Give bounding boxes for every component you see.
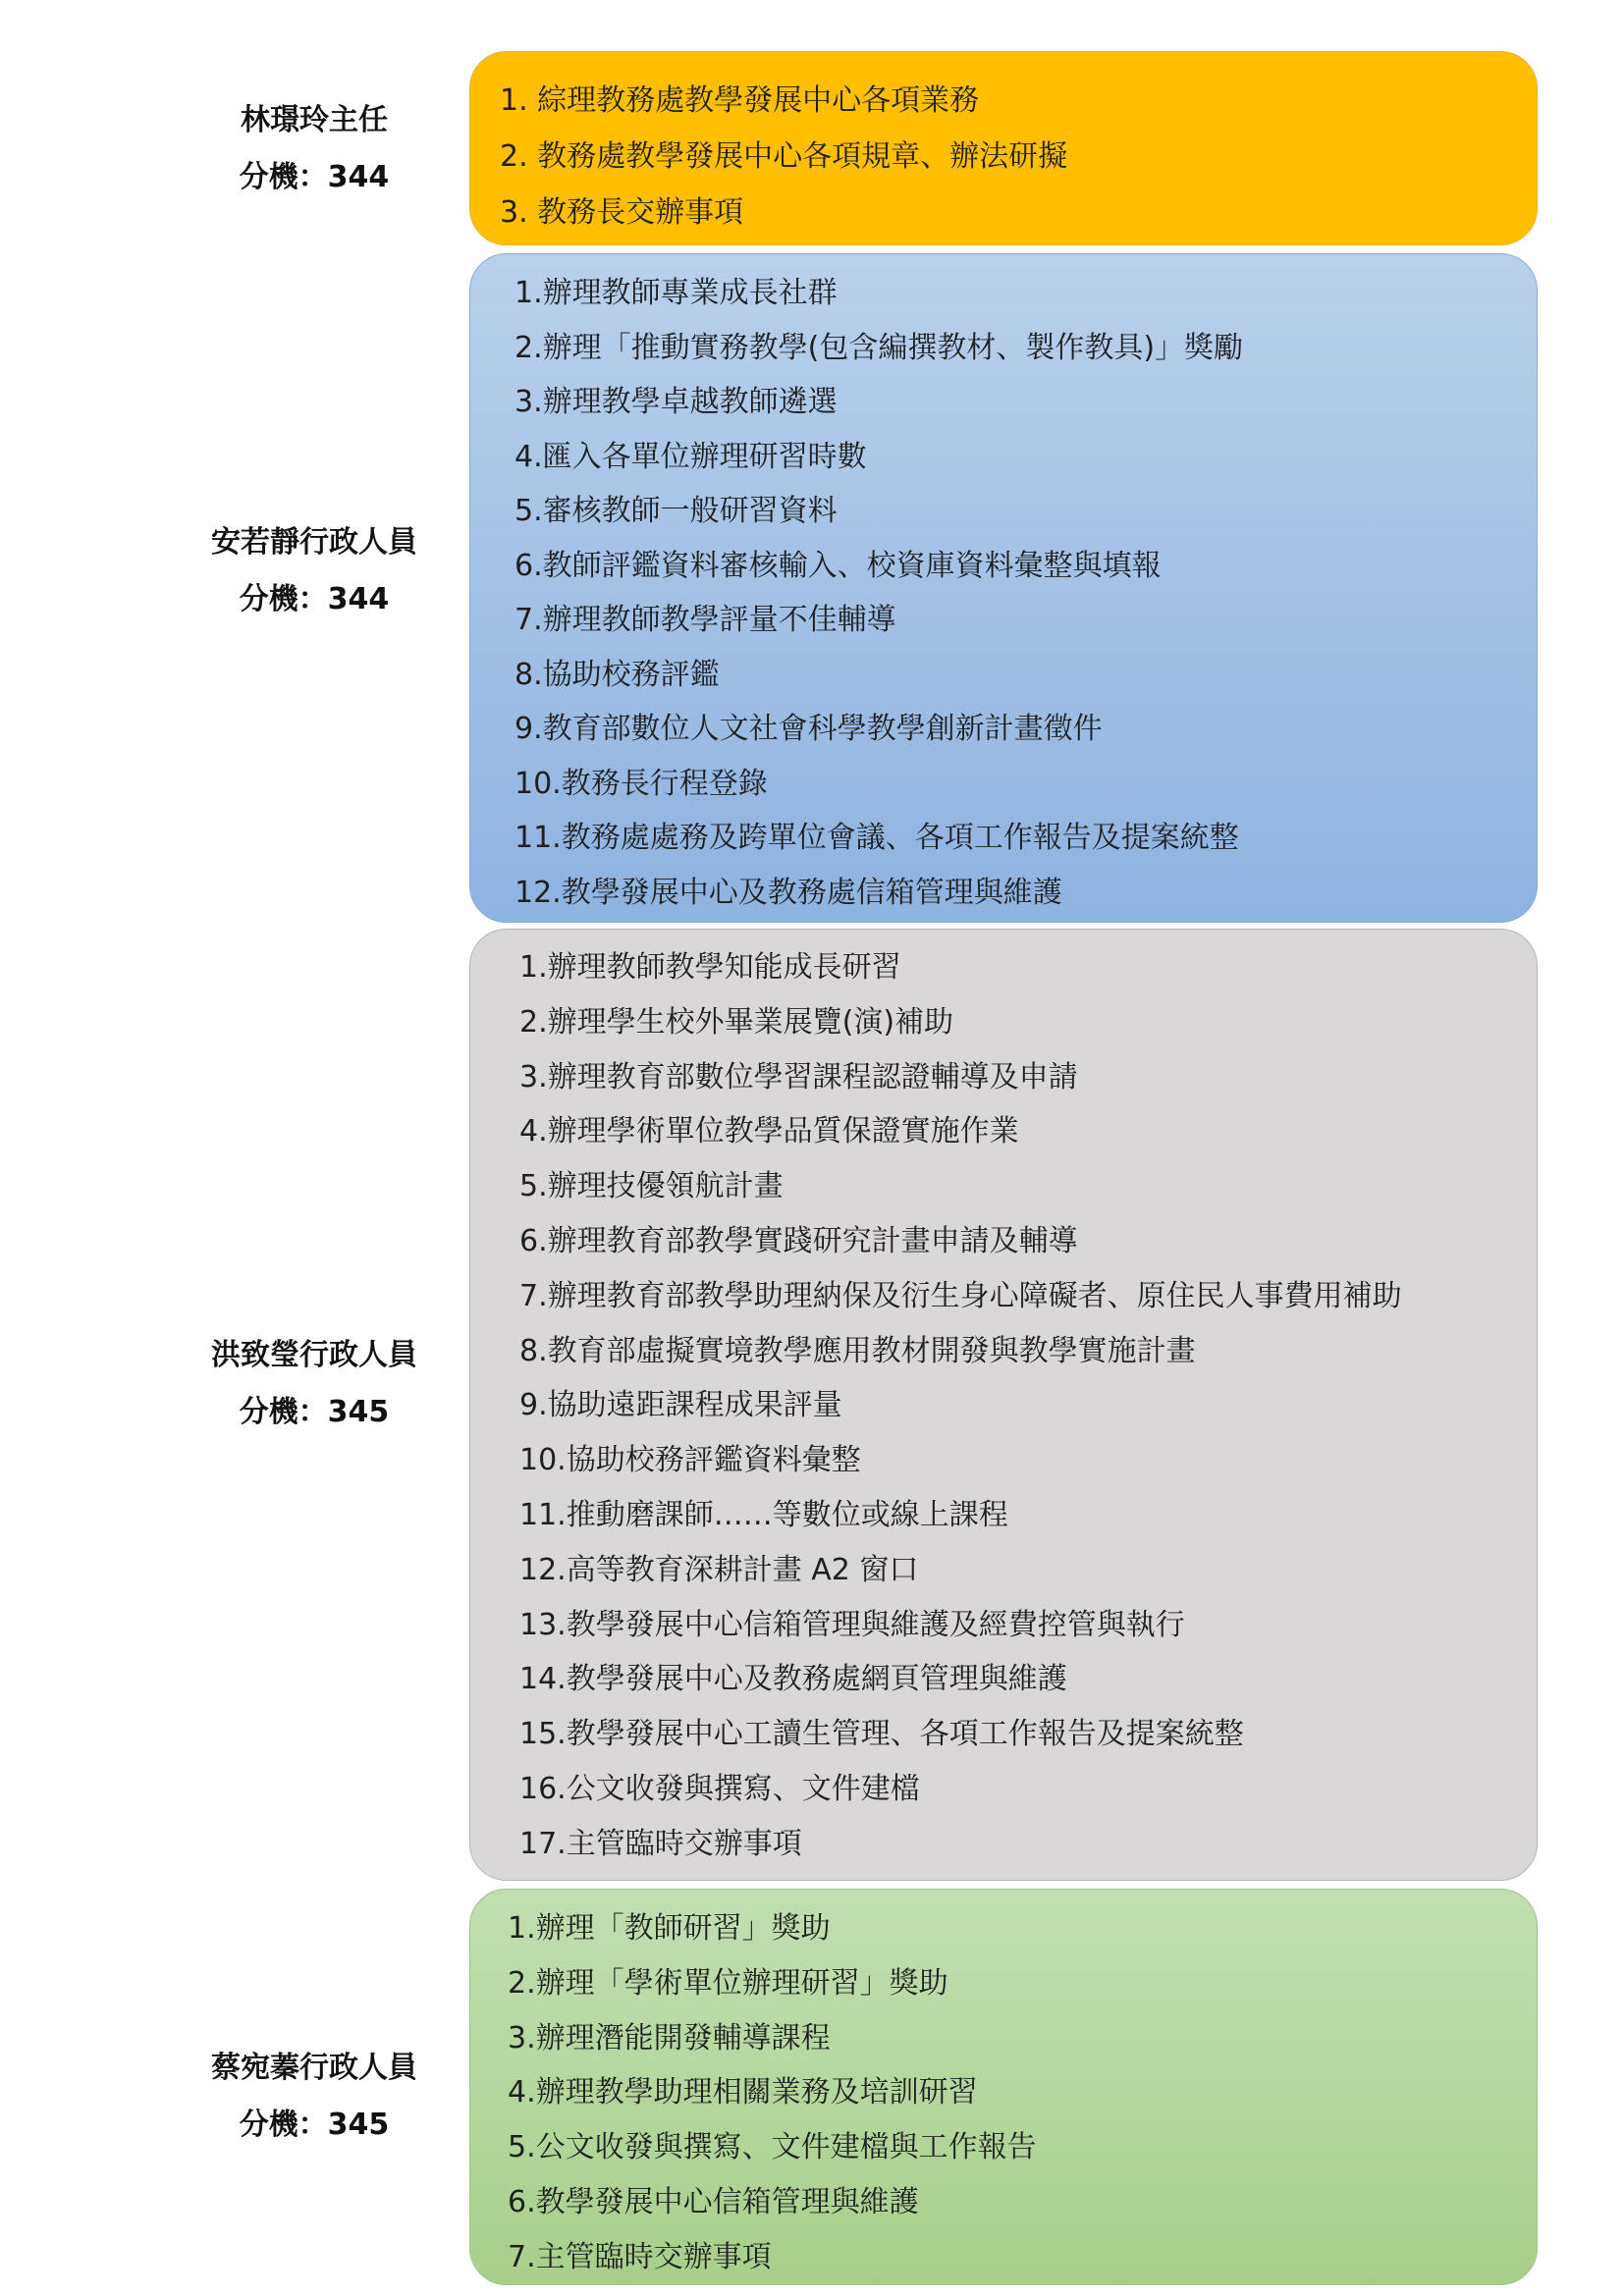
duty-item: 10.協助校務評鑑資料彙整 <box>519 1443 861 1478</box>
duty-item: 4.辦理學術單位教學品質保證實施作業 <box>519 1114 1019 1149</box>
person-name: 安若靜行政人員 <box>211 525 417 560</box>
duty-item: 3.辦理教學卓越教師遴選 <box>514 385 838 419</box>
duty-item: 13.教學發展中心信箱管理與維護及經費控管與執行 <box>519 1607 1185 1642</box>
duty-item: 9.協助遠距課程成果評量 <box>519 1388 842 1423</box>
duty-item: 4.辦理教學助理相關業務及培訓研習 <box>508 2075 978 2110</box>
duty-item: 17.主管臨時交辦事項 <box>519 1826 802 1861</box>
duty-list <box>508 1901 1537 2285</box>
duty-item: 12.教學發展中心及教務處信箱管理與維護 <box>514 875 1062 910</box>
person-name: 洪致瑩行政人員 <box>211 1338 417 1372</box>
duty-item: 9.教育部數位人文社會科學教學創新計畫徵件 <box>514 712 1103 746</box>
duty-item: 4.匯入各單位辦理研習時數 <box>514 439 867 474</box>
duty-item: 2.辦理「學術單位辦理研習」獎助 <box>508 1965 948 2001</box>
duty-box-staff-hong <box>469 929 1538 1881</box>
duty-item: 1.辦理教師專業成長社群 <box>514 276 838 310</box>
duty-item: 11.教務處處務及跨單位會議、各項工作報告及提案統整 <box>514 821 1239 855</box>
person-extension: 分機：344 <box>239 582 390 616</box>
duty-item: 8.協助校務評鑑 <box>514 657 720 692</box>
duty-item: 7.主管臨時交辦事項 <box>508 2239 772 2274</box>
person-label-director <box>157 92 471 206</box>
duty-item: 7.辦理教育部教學助理納保及衍生身心障礙者、原住民人事費用補助 <box>519 1278 1402 1313</box>
duty-item: 1.辦理「教師研習」獎助 <box>508 1911 831 1946</box>
duty-item: 2. 教務處教學發展中心各項規章、辦法研擬 <box>500 139 1068 174</box>
duty-item: 12.高等教育深耕計畫 A2 窗口 <box>519 1552 919 1587</box>
person-label-staff-hong <box>157 1327 471 1441</box>
duty-list <box>514 266 1537 920</box>
duty-item: 8.教育部虛擬實境教學應用教材開發與教學實施計畫 <box>519 1333 1196 1368</box>
person-extension: 分機：345 <box>239 1395 390 1429</box>
duty-item: 6.教學發展中心信箱管理與維護 <box>508 2184 919 2219</box>
duty-item: 1.辦理教師教學知能成長研習 <box>519 950 901 985</box>
duty-box-staff-tsai <box>469 1889 1538 2285</box>
duty-item: 5.辦理技優領航計畫 <box>519 1169 784 1204</box>
duty-list <box>500 73 1537 240</box>
person-name: 蔡宛蓁行政人員 <box>211 2051 417 2085</box>
duty-box-staff-an <box>469 253 1538 923</box>
duty-item: 7.辦理教師教學評量不佳輔導 <box>514 603 896 637</box>
duty-item: 3. 教務長交辦事項 <box>500 195 744 230</box>
person-label-staff-tsai <box>157 2040 471 2154</box>
duty-item: 6.辦理教育部教學實踐研究計畫申請及輔導 <box>519 1223 1078 1258</box>
duty-item: 11.推動磨課師……等數位或線上課程 <box>519 1497 1008 1532</box>
duty-item: 1. 綜理教務處教學發展中心各項業務 <box>500 83 980 118</box>
person-name: 林璟玲主任 <box>241 103 388 137</box>
duty-box-director <box>469 51 1538 245</box>
duty-item: 16.公文收發與撰寫、文件建檔 <box>519 1771 920 1806</box>
duty-item: 3.辦理潛能開發輔導課程 <box>508 2020 831 2056</box>
duty-item: 5.公文收發與撰寫、文件建檔與工作報告 <box>508 2130 1037 2165</box>
duty-item: 5.審核教師一般研習資料 <box>514 494 838 528</box>
duty-item: 2.辦理學生校外畢業展覽(演)補助 <box>519 1004 954 1040</box>
duty-item: 3.辦理教育部數位學習課程認證輔導及申請 <box>519 1059 1078 1095</box>
duty-item: 2.辦理「推動實務教學(包含編撰教材、製作教具)」獎勵 <box>514 330 1244 365</box>
duty-list <box>519 940 1537 1872</box>
duty-item: 6.教師評鑑資料審核輸入、校資庫資料彙整與填報 <box>514 548 1162 583</box>
duty-item: 10.教務長行程登錄 <box>514 766 768 801</box>
duty-item: 15.教學發展中心工讀生管理、各項工作報告及提案統整 <box>519 1717 1244 1752</box>
duty-item: 14.教學發展中心及教務處網頁管理與維護 <box>519 1662 1067 1697</box>
person-extension: 分機：345 <box>239 2108 390 2142</box>
person-label-staff-an <box>157 514 471 628</box>
person-extension: 分機：344 <box>239 160 390 194</box>
